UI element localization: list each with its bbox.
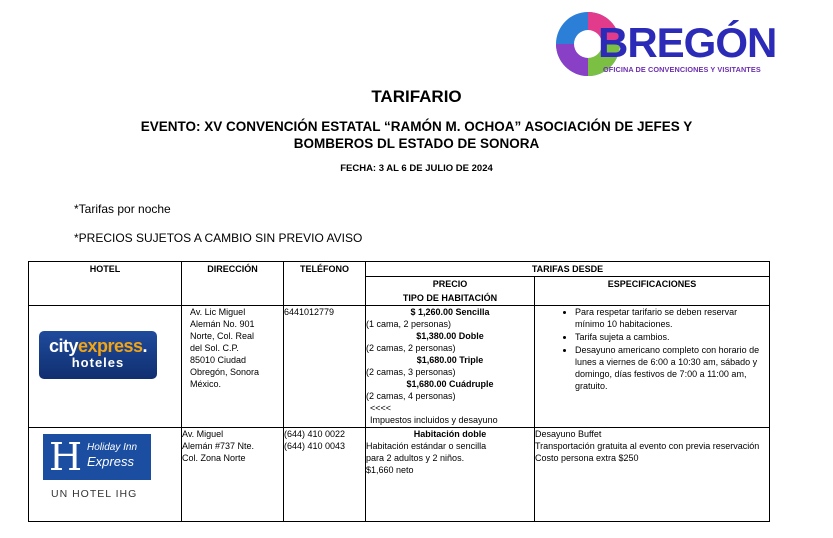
room-desc: (2 camas, 4 personas) [366,391,456,401]
logo-brand-express: Express [87,454,134,469]
city-express-logo [39,331,157,379]
logo-text: BREGÓN [598,19,777,66]
event-line-1: EVENTO: XV CONVENCIÓN ESTATAL “RAMÓN M. OCHOA” ASOCIACIÓN DE JEFES Y [140,119,693,134]
list-item: • Para respetar tarifario se deben reservar mínimo 10 habitaciones. [575,306,769,330]
h-icon: H [49,435,83,479]
especificaciones-cell [535,306,770,428]
event-date: FECHA: 3 AL 6 DE JULIO DE 2024 [340,163,493,174]
spec-list [535,306,769,392]
logo-word-express: express [77,336,143,356]
hotel-cell [29,428,182,522]
header-especificaciones: ESPECIFICACIONES [535,277,770,306]
precio-cell [366,306,535,428]
address-line: México. [190,379,222,389]
direccion-cell [182,306,284,428]
room-price: $1,680.00 Triple [416,355,484,365]
rates-table [28,261,770,522]
precio-cell [366,428,535,522]
logo-tagline: UN HOTEL IHG [51,488,138,500]
phone-number: 6441012779 [284,307,335,317]
header-hotel: HOTEL [29,262,182,306]
room-price: $1,660 neto [366,465,414,475]
header-tarifas: TARIFAS DESDE [366,262,770,277]
address-line: del Sol. C.P. [190,343,239,353]
header-precio [366,277,535,306]
list-item: • Tarifa sujeta a cambios. [575,331,769,343]
room-desc: para 2 adultos y 2 niños. [366,453,465,463]
price-tail: <<<< [370,403,392,413]
logo-mark: . [142,336,148,356]
header-precio-label: PRECIO [432,279,468,289]
note-prices-subject: *PRECIOS SUJETOS A CAMBIO SIN PREVIO AVISO [74,231,363,245]
event-title [60,118,773,152]
address-line: Col. Zona Norte [182,453,246,463]
price-note: Impuestos incluidos y desayuno [370,415,498,425]
room-price: $ 1,260.00 Sencilla [410,307,490,317]
address-line: Av. Lic Miguel [190,307,246,317]
room-type: Habitación doble [413,429,487,439]
address-line: Av. Miguel [182,429,224,439]
especificaciones-cell [535,428,770,522]
logo-word-city: city [48,336,78,356]
room-price: $1,380.00 Doble [416,331,484,341]
address-line: Alemán #737 Nte. [182,441,255,451]
hotel-cell [29,306,182,428]
direccion-cell [182,428,284,522]
table-row [29,306,770,428]
spec-line: Costo persona extra $250 [535,453,639,463]
room-desc: Habitación estándar o sencilla [366,441,487,451]
logo-word-hoteles: hoteles [71,355,125,370]
room-desc: (2 camas, 3 personas) [366,367,456,377]
header-direccion: DIRECCIÓN [182,262,284,306]
address-line: Obregón, Sonora [190,367,260,377]
telefono-cell [284,306,366,428]
note-rates-per-night: *Tarifas por noche [74,202,171,216]
spec-line: Desayuno Buffet [535,429,602,439]
event-line-2: BOMBEROS DL ESTADO DE SONORA [293,136,540,151]
table-row [29,428,770,522]
room-price: $1,680.00 Cuádruple [406,379,494,389]
holiday-inn-express-logo [43,434,151,480]
telefono-cell [284,428,366,522]
page-title: TARIFARIO [371,87,462,106]
logo-subtitle: OFICINA DE CONVENCIONES Y VISITANTES [603,65,761,74]
address-line: Alemán No. 901 [190,319,255,329]
header-tipo-label: TIPO DE HABITACIÓN [402,293,498,303]
phone-number: (644) 410 0022 [284,429,346,439]
phone-number: (644) 410 0043 [284,441,346,451]
room-desc: (2 camas, 2 personas) [366,343,456,353]
address-line: 85010 Ciudad [190,355,247,365]
list-item: • Desayuno americano completo con horario de lunes a viernes de 6:00 a 10:30 am, sábado y domingo, días festivos de 7:00 a 11:00 am, gratuito. [575,344,769,392]
header-telefono: TELÉFONO [284,262,366,306]
spec-line: Transportación gratuita al evento con previa reservación [535,441,760,451]
room-desc: (1 cama, 2 personas) [366,319,452,329]
address-line: Norte, Col. Real [190,331,255,341]
logo-brand-holiday-inn: Holiday Inn [87,442,138,453]
